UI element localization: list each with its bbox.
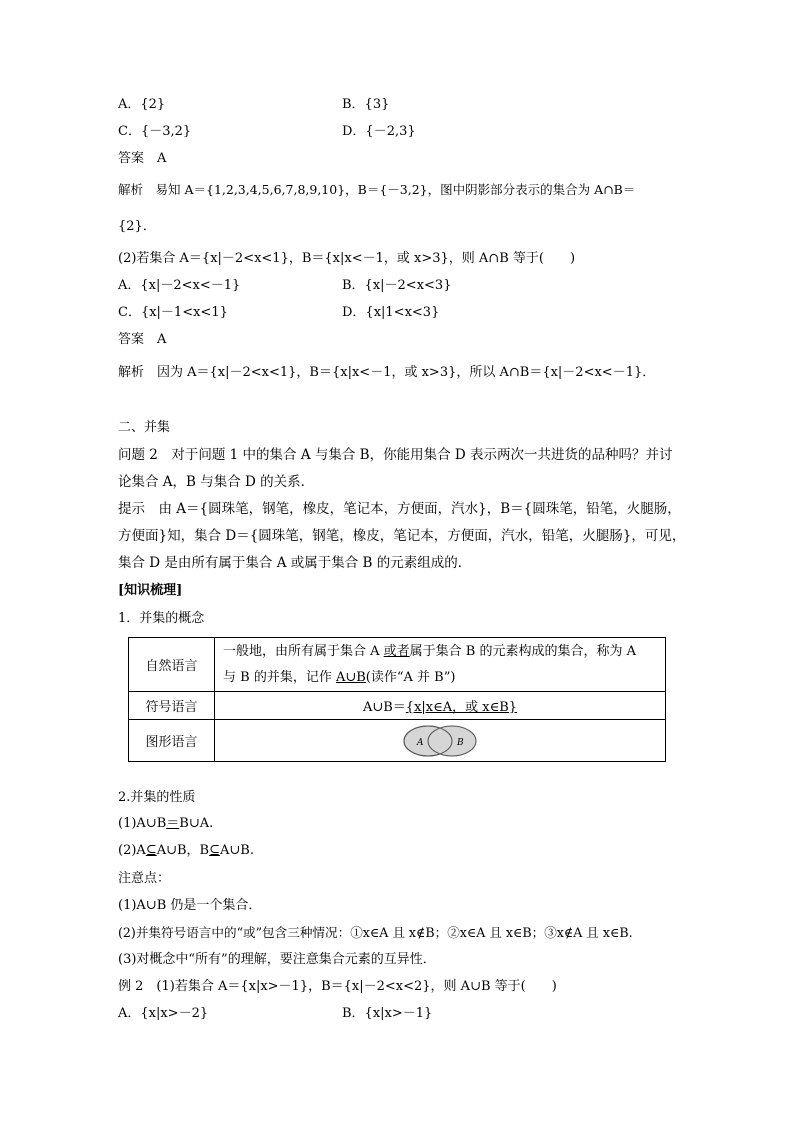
- graphic-language-head: 图形语言: [129, 720, 215, 762]
- q1-option-b: B．{3}: [342, 97, 390, 112]
- union-notation: A∪B: [335, 669, 366, 685]
- property-2: [118, 843, 254, 859]
- q1-analysis: 解析 易知 A＝{1,2,3,4,5,6,7,8,9,10}，B＝{－3,2}，图中阴影部分表示的集合为 A∩B＝: [118, 182, 636, 197]
- section-heading: 二、并集: [118, 420, 171, 435]
- symbol-language-cell: [215, 692, 666, 720]
- q1-option-c: C．{－3,2}: [118, 124, 192, 139]
- property-2-c: A∪B.: [220, 843, 254, 858]
- example-2-stem: 例 2 (1)若集合 A＝{x|x>－1}，B＝{x|－2<x<2}，则 A∪B 等于( ): [118, 979, 557, 994]
- property-1-right: B∪A.: [179, 816, 214, 831]
- reading-note: (读作“A 并 B”): [365, 669, 456, 685]
- natural-language-cell: [215, 638, 666, 692]
- q2-option-b: B．{x|－2<x<3}: [342, 278, 452, 293]
- property-1-equals: ＝: [166, 816, 180, 831]
- property-2-subset-1: ⊆: [145, 843, 157, 858]
- property-1-left: (1)A∪B: [118, 816, 167, 831]
- concept-title: 1．并集的概念: [118, 611, 205, 626]
- property-1: [118, 816, 213, 832]
- natural-language-text-3: 与 B 的并集，记作: [223, 669, 336, 685]
- venn-label-a: A: [417, 737, 424, 748]
- note-2: (2)并集符号语言中的“或”包含三种情况：①x∈A 且 x∉B；②x∈A 且 x∈B；③x∉A 且 x∈B.: [118, 925, 633, 940]
- example-2-option-b: B．{x|x>－1}: [342, 1006, 433, 1021]
- hint-cont-2: 集合 D 是由所有属于集合 A 或属于集合 B 的元素组成的．: [118, 555, 472, 571]
- hint-cont-1: 方便面}知，集合 D＝{圆珠笔，钢笔，橡皮，笔记本，方便面，汽水，铅笔，火腿肠}，可见，: [118, 528, 686, 544]
- knowledge-heading: [知识梳理]: [118, 583, 183, 598]
- q2-answer: 答案 A: [118, 332, 167, 347]
- symbol-language-head: 符号语言: [129, 692, 215, 720]
- q2-stem: (2)若集合 A＝{x|－2<x<1}，B＝{x|x<－1，或 x>3}，则 A∩B 等于( ): [118, 251, 576, 266]
- natural-language-head: 自然语言: [129, 638, 215, 692]
- problem-2: 问题 2 对于问题 1 中的集合 A 与集合 B，你能用集合 D 表示两次一共进货的品种吗？并讨: [118, 447, 673, 463]
- q1-option-a: A．{2}: [118, 97, 166, 112]
- q2-option-d: D．{x|1<x<3}: [342, 305, 440, 320]
- notes-title: 注意点：: [118, 871, 171, 886]
- union-set-builder: {x|x∈A，或 x∈B}: [405, 700, 518, 715]
- note-3: (3)对概念中“所有”的理解，要注意集合元素的互异性．: [118, 952, 436, 967]
- q1-answer: 答案 A: [118, 151, 167, 166]
- q1-analysis-cont: {2}．: [118, 219, 156, 234]
- hint: 提示 由 A＝{圆珠笔，钢笔，橡皮，笔记本，方便面，汽水}，B＝{圆珠笔，铅笔，火腿肠，: [118, 501, 681, 517]
- property-2-a: (2)A: [118, 843, 146, 858]
- venn-label-b: B: [457, 737, 464, 748]
- or-underlined: 或者: [383, 643, 410, 659]
- q2-option-a: A．{x|－2<x<－1}: [118, 278, 241, 293]
- union-concept-table: [128, 637, 666, 762]
- note-1: (1)A∪B 仍是一个集合．: [118, 898, 262, 913]
- union-symbol: A∪B＝: [362, 700, 406, 715]
- natural-language-text: 一般地，由所有属于集合 A: [223, 643, 384, 659]
- problem-2-cont: 论集合 A，B 与集合 D 的关系．: [118, 474, 315, 490]
- q2-analysis: 解析 因为 A＝{x|－2<x<1}，B＝{x|x<－1，或 x>3}，所以 A∩B＝{x|－2<x<－1}．: [118, 365, 656, 380]
- property-2-subset-2: ⊆: [209, 843, 221, 858]
- graphic-language-cell: [215, 720, 666, 762]
- example-2-option-a: A．{x|x>－2}: [118, 1006, 209, 1021]
- property-2-b: A∪B，B: [156, 843, 210, 858]
- venn-diagram: [402, 724, 478, 758]
- q2-option-c: C．{x|－1<x<1}: [118, 305, 228, 320]
- natural-language-text-2: 属于集合 B 的元素构成的集合，称为 A: [409, 643, 637, 659]
- properties-title: 2.并集的性质: [118, 790, 196, 805]
- q1-option-d: D．{－2,3}: [342, 124, 416, 139]
